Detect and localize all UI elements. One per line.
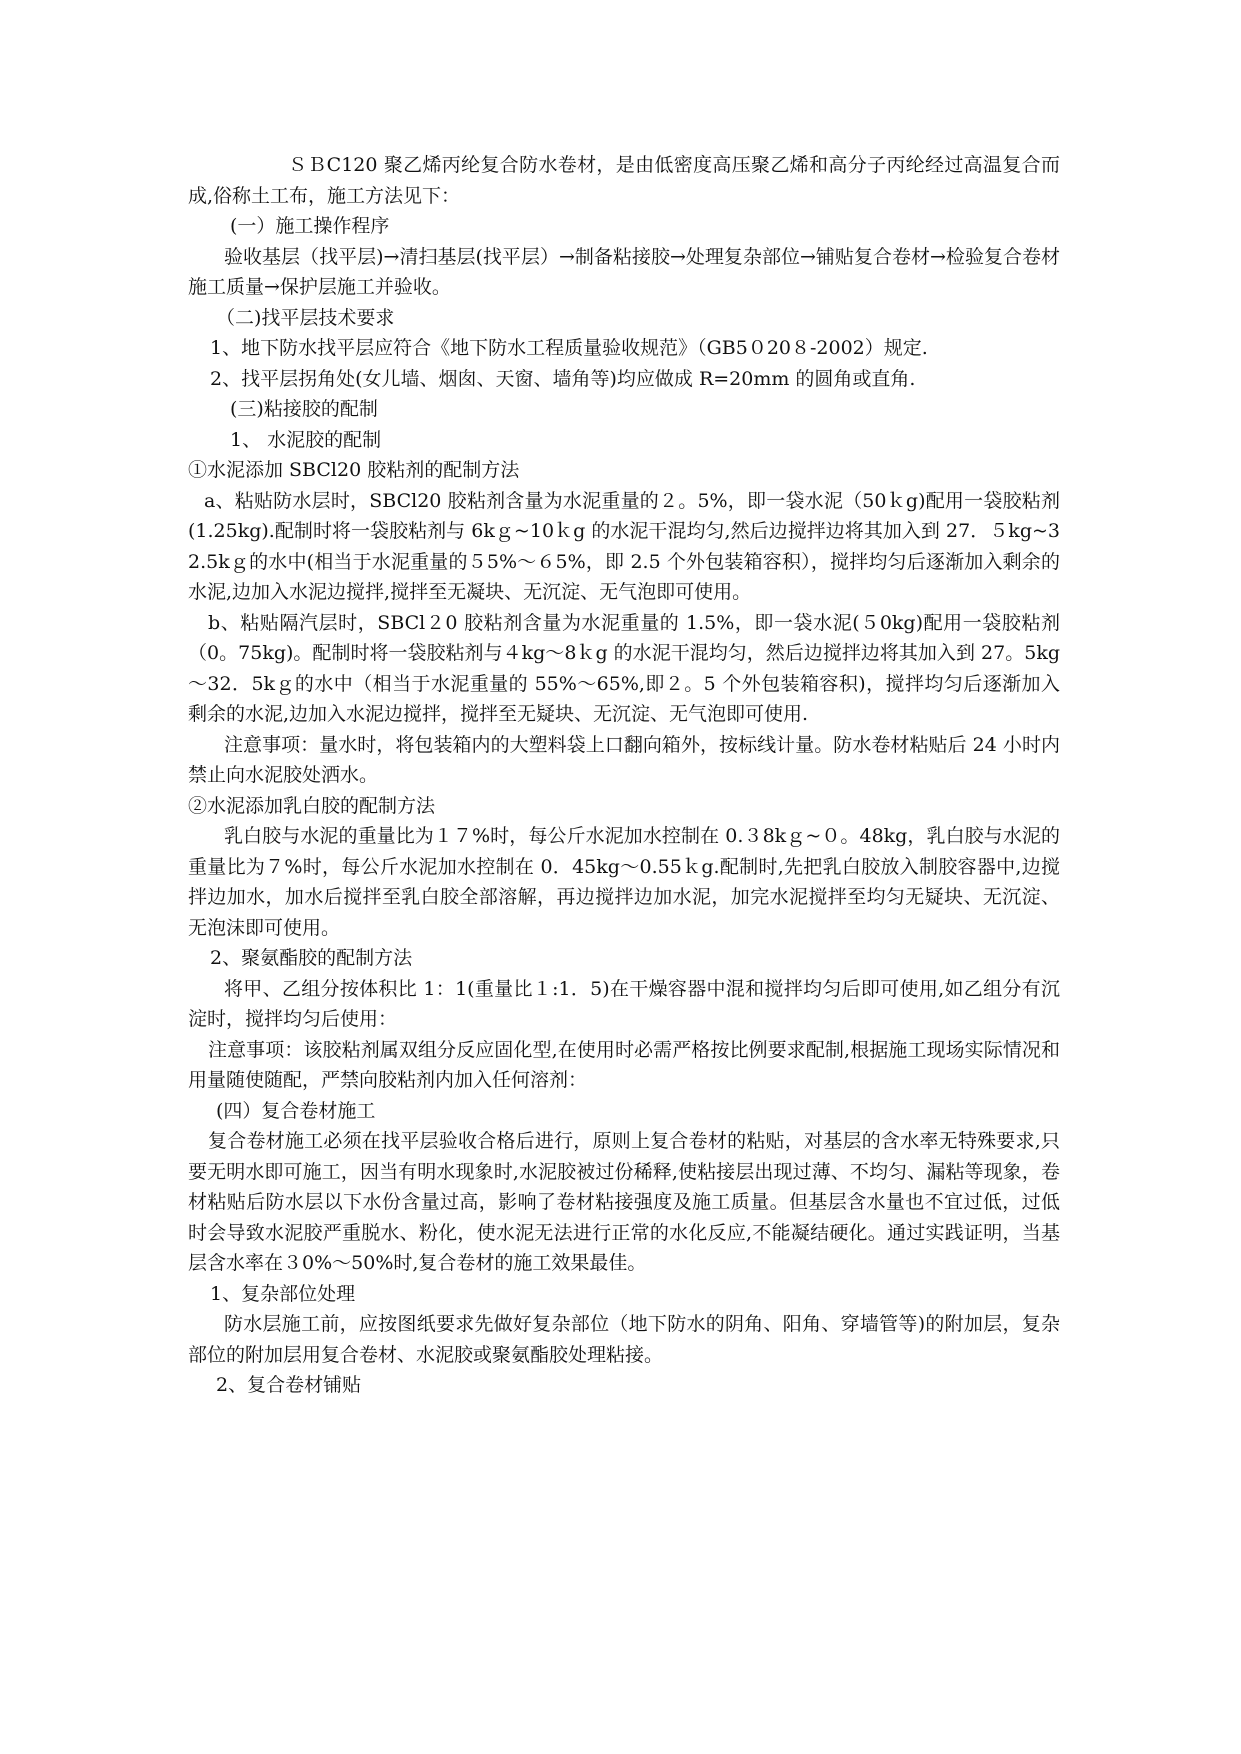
method-heading: ①水泥添加 SBCl20 胶粘剂的配制方法 [188,459,520,481]
procedure-paragraph: 验收基层（找平层)→清扫基层(找平层）→制备粘接胶→处理复杂部位→铺贴复合卷材→检验复合卷材施工质量→保护层施工并验收。 [188,245,1060,298]
subsection-heading: 2、聚氨酯胶的配制方法 [210,947,413,969]
section-heading-1: (一）施工操作程序 [230,215,390,237]
section-heading-4: (四）复合卷材施工 [216,1099,376,1122]
body-paragraph: 复合卷材施工必须在找平层验收合格后进行，原则上复合卷材的粘贴，对基层的含水率无特殊要求,只要无明水即可施工，因当有明水现象时,水泥胶被过份稀释,使粘接层出现过薄、不均匀、漏粘等现象，卷材粘贴后防水层以下水份含量过高，影响了卷材粘接强度及施工质量。但基层含水量也不宜过低，过低时会导致水泥胶严重脱水、粉化，使水泥无法进行正常的水化反应,不能凝结硬化。通过实践证明，当基层含水率在３0%～50%时,复合卷材的施工效果最佳。 [188,1130,1060,1274]
body-paragraph: a、粘贴防水层时，SBCl20 胶粘剂含量为水泥重量的２。5%，即一袋水泥（50ｋg)配用一袋胶粘剂(1.25kg).配制时将一袋胶粘剂与 6kｇ~10ｋg 的水泥干混均匀,然后边搅拌边将其加入到 27．５kg~32.5kｇ的水中(相当于水泥重量的５5%～６5%，即 2.5 个外包装箱容积），搅拌均匀后逐渐加入剩余的水泥,边加入水泥边搅拌,搅拌至无凝块、无沉淀、无气泡即可使用。 [188,489,1060,603]
subsection-heading: 1、 水泥胶的配制 [230,428,382,451]
body-paragraph: 乳白胶与水泥的重量比为１７%时，每公斤水泥加水控制在 0.３8kｇ~０。48kg，乳白胶与水泥的重量比为７%时，每公斤水泥加水控制在 0．45kg～0.55ｋg.配制时,先把乳白胶放入制胶容器中,边搅拌边加水，加水后搅拌至乳白胶全部溶解，再边搅拌边加水泥，加完水泥搅拌至均匀无疑块、无沉淀、无泡沫即可使用。 [188,825,1060,939]
section-heading-3: (三)粘接胶的配制 [230,398,378,420]
list-item: 2、找平层拐角处(女儿墙、烟囱、天窗、墙角等)均应做成 R=20mm 的圆角或直角. [210,367,916,390]
subsection-heading: 1、复杂部位处理 [210,1282,356,1305]
method-heading: ②水泥添加乳白胶的配制方法 [188,794,436,817]
document-body [188,150,1060,1401]
body-paragraph: 防水层施工前，应按图纸要求先做好复杂部位（地下防水的阴角、阳角、穿墙管等)的附加层，复杂部位的附加层用复合卷材、水泥胶或聚氨酯胶处理粘接。 [188,1313,1060,1366]
body-paragraph: 将甲、乙组分按体积比 1：1(重量比１:1．5)在干燥容器中混和搅拌均匀后即可使用,如乙组分有沉淀时，搅拌均匀后使用： [188,977,1060,1030]
note-paragraph: 注意事项：量水时，将包装箱内的大塑料袋上口翻向箱外，按标线计量。防水卷材粘贴后 24 小时内禁止向水泥胶处洒水。 [188,733,1060,786]
note-paragraph: 注意事项：该胶粘剂属双组分反应固化型,在使用时必需严格按比例要求配制,根据施工现场实际情况和用量随使随配，严禁向胶粘剂内加入任何溶剂： [188,1038,1060,1091]
subsection-heading: 2、复合卷材铺贴 [216,1374,362,1396]
section-heading-2: （二)找平层技术要求 [216,306,395,329]
body-paragraph: b、粘贴隔汽层时，SBCl２0 胶粘剂含量为水泥重量的 1.5%，即一袋水泥(５0kg)配用一袋胶粘剂（0。75kg)。配制时将一袋胶粘剂与４kg～8ｋg 的水泥干混均匀，然后边搅拌边将其加入到 27。5kg～32．5kｇ的水中（相当于水泥重量的 55%～65%,即２。5 个外包装箱容积)，搅拌均匀后逐渐加入剩余的水泥,边加入水泥边搅拌，搅拌至无疑块、无沉淀、无气泡即可使用. [188,611,1060,725]
list-item: 1、地下防水找平层应符合《地下防水工程质量验收规范》（GB5０20８-2002）规定. [210,337,928,359]
intro-paragraph: ＳＢC120 聚乙烯丙纶复合防水卷材，是由低密度高压聚乙烯和高分子丙纶经过高温复合而成,俗称土工布，施工方法见下： [188,154,1060,207]
